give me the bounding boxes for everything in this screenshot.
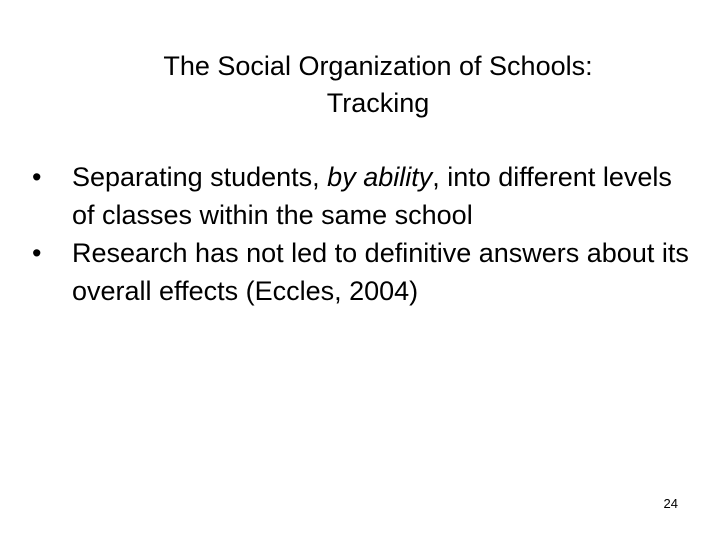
bullet-list bbox=[30, 158, 690, 310]
slide-title-line-2: Tracking bbox=[326, 88, 430, 118]
bullet-text: Research has not led to definitive answers about its overall effects (Eccles, 2004) bbox=[72, 238, 689, 306]
bullet-emphasis: by ability bbox=[327, 162, 433, 192]
bullet-text-end: , into different levels of classes within the same school bbox=[72, 162, 672, 230]
slide-title-line-1: The Social Organization of Schools: bbox=[163, 51, 593, 81]
bullet-marker: • bbox=[32, 162, 42, 192]
bullet-marker: • bbox=[32, 238, 42, 268]
bullet-item-research-findings bbox=[30, 234, 690, 310]
slide-title bbox=[90, 48, 666, 122]
bullet-item-tracking-definition bbox=[30, 158, 690, 234]
bullet-text-start: Separating students, bbox=[72, 162, 328, 192]
page-number: 24 bbox=[663, 496, 678, 511]
